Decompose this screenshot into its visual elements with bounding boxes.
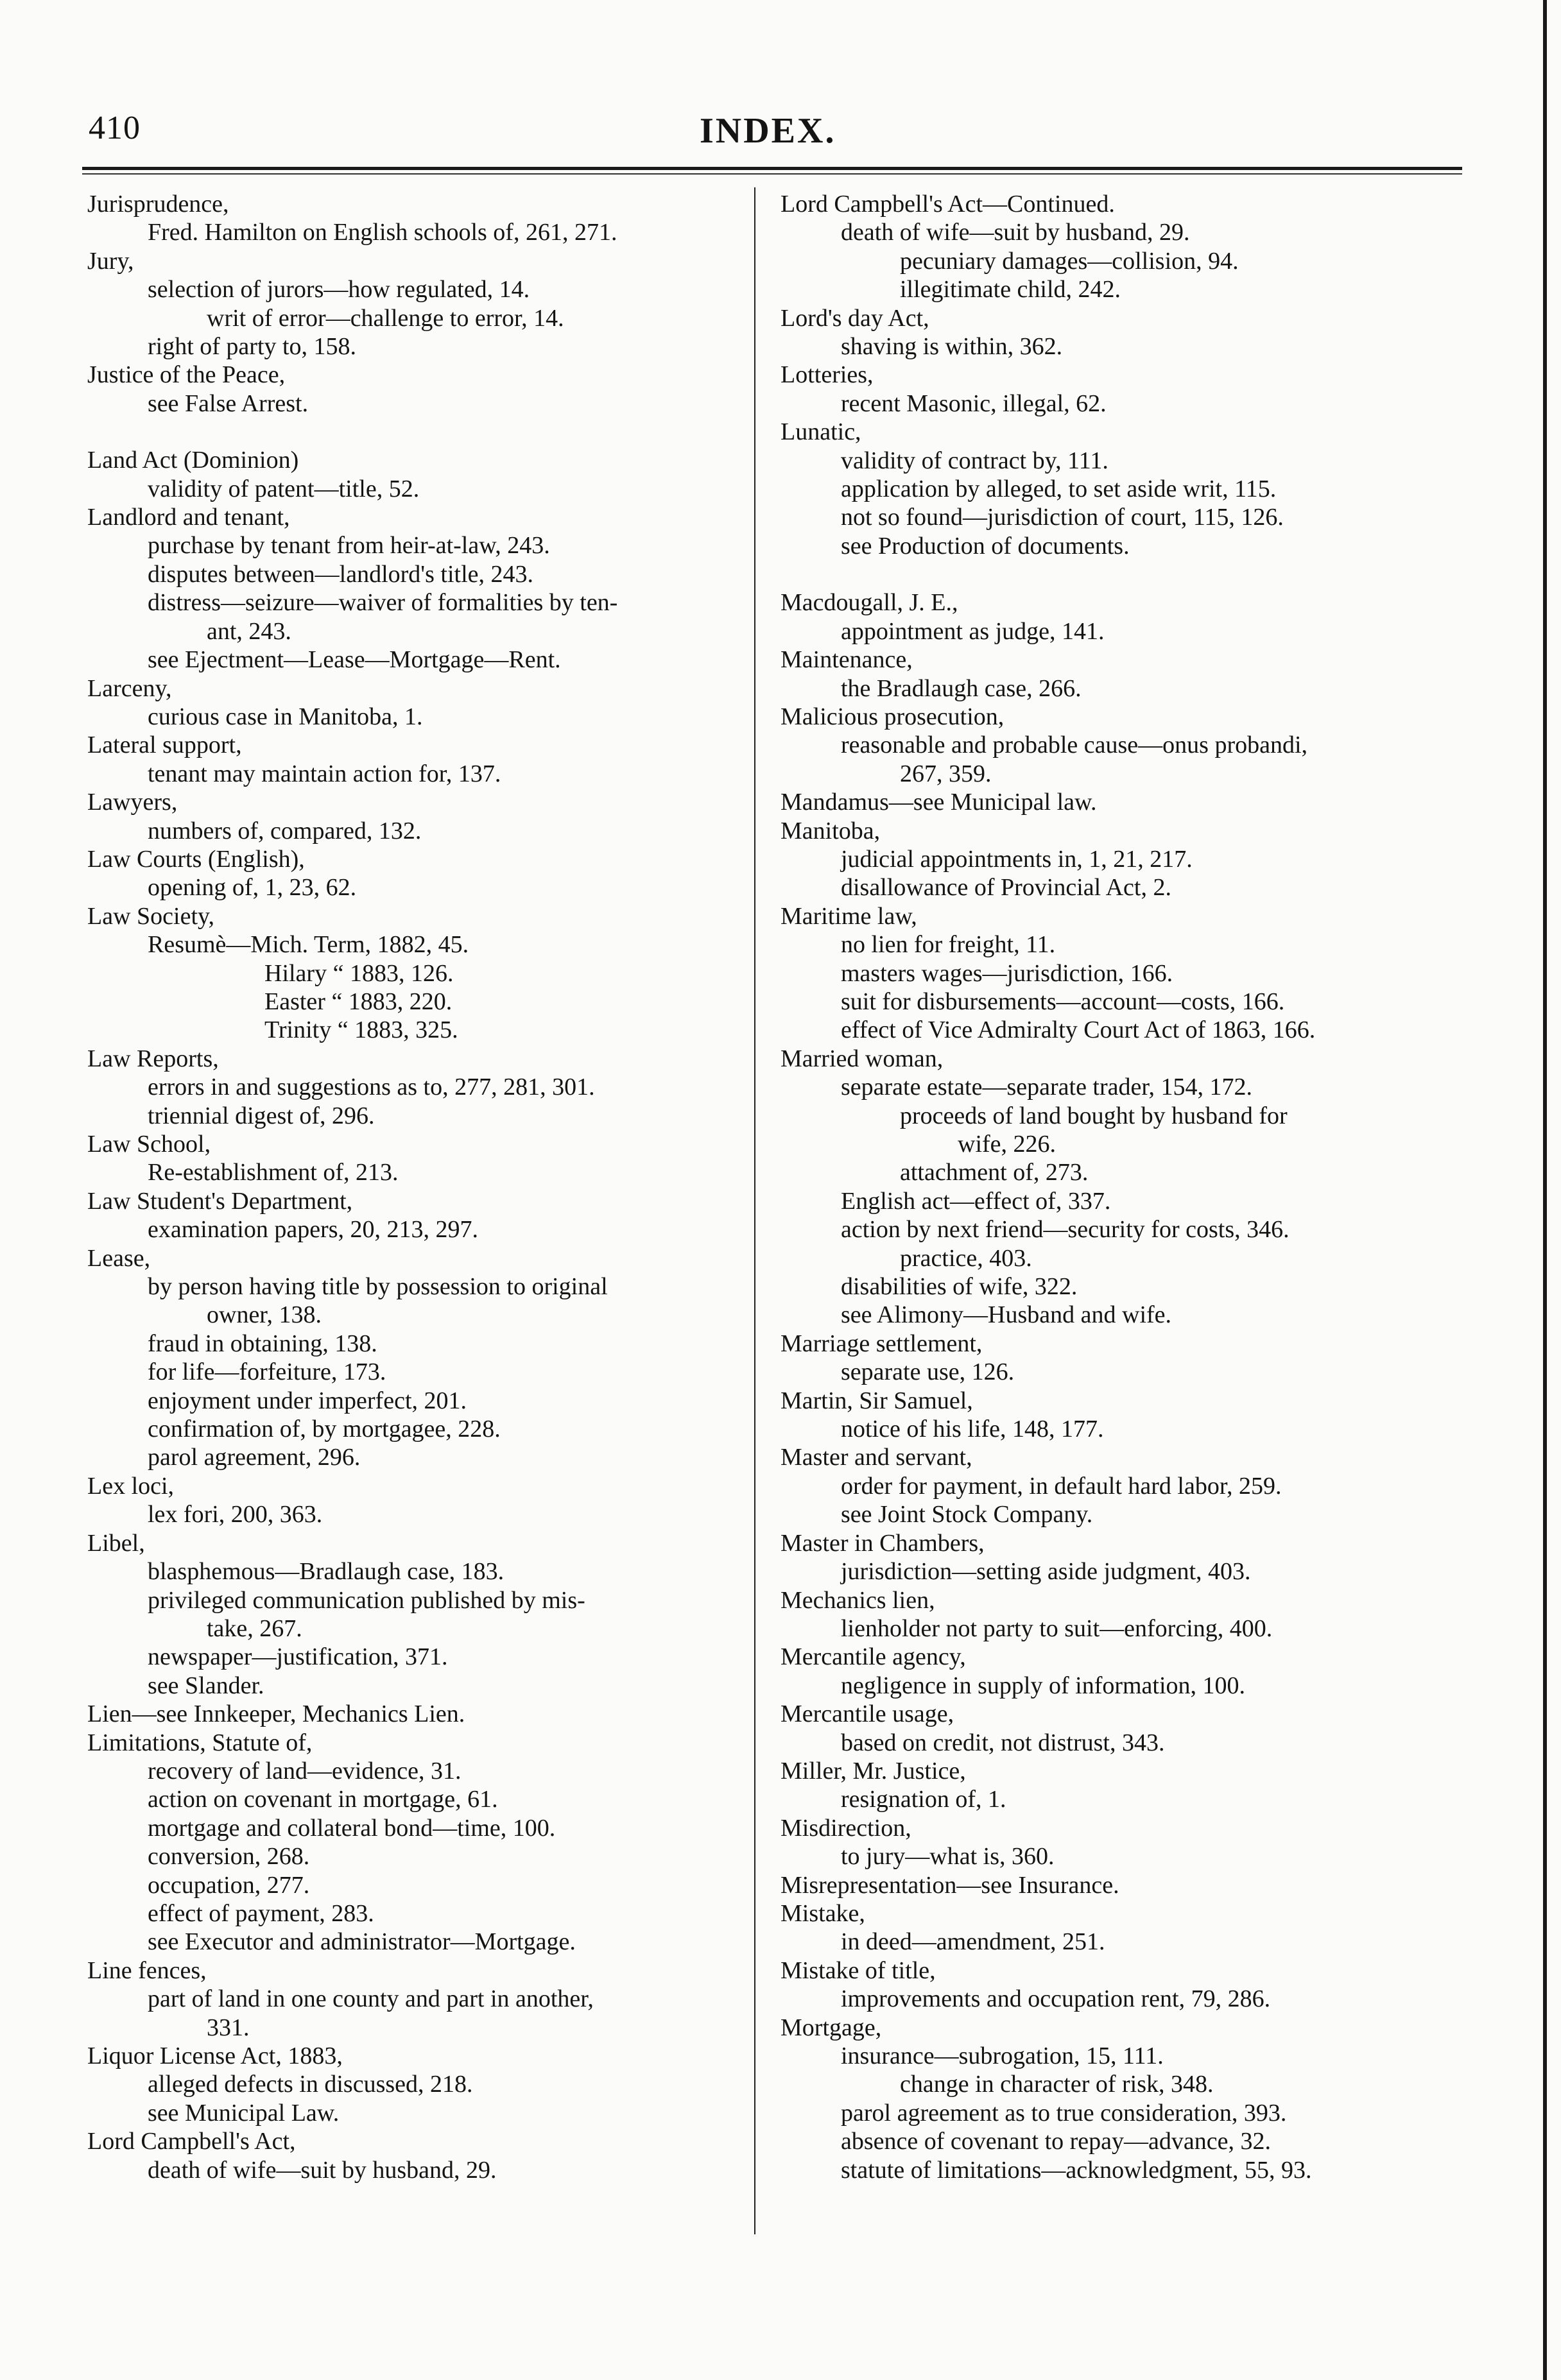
index-heading: Maintenance, bbox=[780, 646, 913, 674]
index-subentry: 267, 359. bbox=[900, 760, 992, 787]
index-subentry: notice of his life, 148, 177. bbox=[841, 1416, 1104, 1443]
index-heading: Lord's day Act, bbox=[780, 304, 929, 332]
index-subentry: blasphemous—Bradlaugh case, 183. bbox=[148, 1558, 505, 1586]
index-subentry: privileged communication published by mis- bbox=[148, 1586, 585, 1614]
index-subentry: confirmation of, by mortgagee, 228. bbox=[148, 1416, 501, 1443]
index-heading: Manitoba, bbox=[780, 817, 881, 844]
index-subentry: see Production of documents. bbox=[841, 532, 1130, 560]
index-heading: Lotteries, bbox=[780, 361, 874, 389]
index-subentry: fraud in obtaining, 138. bbox=[148, 1330, 377, 1357]
index-subentry: tenant may maintain action for, 137. bbox=[148, 760, 501, 787]
index-subentry: enjoyment under imperfect, 201. bbox=[148, 1387, 467, 1414]
index-subentry: right of party to, 158. bbox=[148, 333, 357, 361]
index-subentry: suit for disbursements—account—costs, 166. bbox=[841, 988, 1285, 1015]
index-subentry: change in character of risk, 348. bbox=[900, 2071, 1214, 2098]
index-subentry: effect of payment, 283. bbox=[148, 1899, 374, 1927]
index-subentry: take, 267. bbox=[207, 1614, 302, 1642]
page-number: 410 bbox=[89, 110, 141, 146]
index-subentry: not so found—jurisdiction of court, 115, 126. bbox=[841, 504, 1284, 531]
index-subentry: death of wife—suit by husband, 29. bbox=[841, 219, 1190, 246]
index-subentry: see Joint Stock Company. bbox=[841, 1501, 1093, 1528]
index-subentry: Easter “ 1883, 220. bbox=[264, 988, 453, 1015]
index-subentry: English act—effect of, 337. bbox=[841, 1187, 1111, 1215]
index-heading: Misdirection, bbox=[780, 1814, 911, 1842]
index-heading: Law Reports, bbox=[87, 1045, 219, 1072]
index-subentry: newspaper—justification, 371. bbox=[148, 1643, 448, 1671]
index-subentry: improvements and occupation rent, 79, 286. bbox=[841, 1985, 1271, 2013]
index-subentry: separate use, 126. bbox=[841, 1358, 1015, 1386]
index-heading: Lord Campbell's Act, bbox=[87, 2128, 296, 2155]
index-column-left bbox=[87, 190, 742, 2184]
header-rule bbox=[82, 167, 1462, 170]
index-heading: Jury, bbox=[87, 247, 134, 275]
index-heading: Mercantile usage, bbox=[780, 1700, 954, 1728]
column-divider bbox=[754, 187, 755, 2234]
index-heading: Master and servant, bbox=[780, 1444, 972, 1471]
index-subentry: opening of, 1, 23, 62. bbox=[148, 874, 357, 902]
index-subentry: jurisdiction—setting aside judgment, 403. bbox=[841, 1558, 1251, 1586]
index-subentry: order for payment, in default hard labor, 259. bbox=[841, 1472, 1282, 1500]
index-spacer bbox=[87, 418, 742, 446]
index-subentry: shaving is within, 362. bbox=[841, 333, 1063, 361]
index-subentry: recovery of land—evidence, 31. bbox=[148, 1757, 461, 1785]
index-subentry: disallowance of Provincial Act, 2. bbox=[841, 874, 1171, 902]
index-subentry: mortgage and collateral bond—time, 100. bbox=[148, 1814, 556, 1842]
index-subentry: negligence in supply of information, 100. bbox=[841, 1672, 1246, 1699]
index-subentry: lienholder not party to suit—enforcing, 400. bbox=[841, 1614, 1273, 1642]
index-heading: Mandamus—see Municipal law. bbox=[780, 789, 1097, 816]
index-heading: Mistake, bbox=[780, 1899, 865, 1927]
index-heading: Jurisprudence, bbox=[87, 191, 229, 218]
index-heading: Lawyers, bbox=[87, 789, 178, 816]
index-heading: Lateral support, bbox=[87, 732, 242, 759]
index-heading: Lease, bbox=[87, 1244, 151, 1272]
index-subentry: see Slander. bbox=[148, 1672, 264, 1699]
index-subentry: based on credit, not distrust, 343. bbox=[841, 1729, 1165, 1756]
index-heading: Libel, bbox=[87, 1529, 145, 1557]
index-heading: Law Society, bbox=[87, 902, 215, 930]
index-heading: Landlord and tenant, bbox=[87, 504, 290, 531]
index-subentry: 331. bbox=[207, 2014, 250, 2041]
index-subentry: numbers of, compared, 132. bbox=[148, 817, 422, 844]
index-subentry: pecuniary damages—collision, 94. bbox=[900, 247, 1239, 275]
index-subentry: for life—forfeiture, 173. bbox=[148, 1358, 386, 1386]
index-heading: Mercantile agency, bbox=[780, 1643, 966, 1671]
index-heading: Law Courts (English), bbox=[87, 845, 305, 873]
index-subentry: absence of covenant to repay—advance, 32. bbox=[841, 2128, 1271, 2155]
index-subentry: judicial appointments in, 1, 21, 217. bbox=[841, 845, 1193, 873]
index-subentry: examination papers, 20, 213, 297. bbox=[148, 1216, 479, 1244]
index-subentry: validity of patent—title, 52. bbox=[148, 475, 420, 502]
index-subentry: resignation of, 1. bbox=[841, 1786, 1006, 1813]
index-subentry: no lien for freight, 11. bbox=[841, 931, 1056, 959]
index-subentry: illegitimate child, 242. bbox=[900, 276, 1121, 304]
index-heading: Limitations, Statute of, bbox=[87, 1729, 313, 1756]
index-heading: Lien—see Innkeeper, Mechanics Lien. bbox=[87, 1700, 465, 1728]
index-heading: Lex loci, bbox=[87, 1472, 175, 1500]
index-subentry: attachment of, 273. bbox=[900, 1159, 1089, 1186]
index-subentry: see Municipal Law. bbox=[148, 2099, 340, 2127]
index-subentry: selection of jurors—how regulated, 14. bbox=[148, 276, 530, 304]
index-subentry: see Executor and administrator—Mortgage. bbox=[148, 1928, 576, 1956]
index-subentry: conversion, 268. bbox=[148, 1843, 310, 1871]
index-subentry: Fred. Hamilton on English schools of, 261, 271. bbox=[148, 219, 617, 246]
index-subentry: practice, 403. bbox=[900, 1244, 1032, 1272]
index-subentry: effect of Vice Admiralty Court Act of 1863, 166. bbox=[841, 1016, 1316, 1044]
index-subentry: part of land in one county and part in another, bbox=[148, 1985, 594, 2013]
index-subentry: triennial digest of, 296. bbox=[148, 1102, 375, 1129]
index-subentry: lex fori, 200, 363. bbox=[148, 1501, 323, 1528]
index-subentry: see Ejectment—Lease—Mortgage—Rent. bbox=[148, 646, 561, 674]
index-subentry: action by next friend—security for costs, 346. bbox=[841, 1216, 1289, 1244]
index-subentry: see False Arrest. bbox=[148, 390, 309, 417]
index-heading: Mortgage, bbox=[780, 2014, 882, 2041]
page-edge-line bbox=[1543, 0, 1547, 2380]
index-heading: Maritime law, bbox=[780, 902, 917, 930]
index-subentry: Trinity “ 1883, 325. bbox=[264, 1016, 458, 1044]
index-subentry: occupation, 277. bbox=[148, 1871, 310, 1899]
index-subentry: death of wife—suit by husband, 29. bbox=[148, 2156, 497, 2184]
index-heading: Lord Campbell's Act—Continued. bbox=[780, 191, 1115, 218]
index-subentry: parol agreement as to true consideration, 393. bbox=[841, 2099, 1287, 2127]
index-subentry: to jury—what is, 360. bbox=[841, 1843, 1055, 1871]
index-subentry: see Alimony—Husband and wife. bbox=[841, 1301, 1172, 1329]
index-heading: Marriage settlement, bbox=[780, 1330, 983, 1357]
header-rule-thin bbox=[82, 173, 1462, 175]
index-spacer bbox=[780, 560, 1461, 588]
index-heading: Law Student's Department, bbox=[87, 1187, 353, 1215]
index-subentry: appointment as judge, 141. bbox=[841, 617, 1105, 645]
index-subentry: statute of limitations—acknowledgment, 55, 93. bbox=[841, 2156, 1312, 2184]
index-subentry: ant, 243. bbox=[207, 617, 291, 645]
index-subentry: Re-establishment of, 213. bbox=[148, 1159, 399, 1186]
index-heading: Law School, bbox=[87, 1131, 211, 1158]
index-subentry: curious case in Manitoba, 1. bbox=[148, 703, 423, 730]
index-subentry: masters wages—jurisdiction, 166. bbox=[841, 959, 1173, 987]
index-subentry: parol agreement, 296. bbox=[148, 1444, 361, 1471]
index-heading: Land Act (Dominion) bbox=[87, 447, 299, 474]
index-subentry: insurance—subrogation, 15, 111. bbox=[841, 2042, 1164, 2069]
index-subentry: separate estate—separate trader, 154, 172. bbox=[841, 1074, 1253, 1101]
index-heading: Master in Chambers, bbox=[780, 1529, 985, 1557]
index-subentry: alleged defects in discussed, 218. bbox=[148, 2071, 473, 2098]
index-heading: Martin, Sir Samuel, bbox=[780, 1387, 973, 1414]
index-heading: Misrepresentation—see Insurance. bbox=[780, 1871, 1119, 1899]
index-subentry: purchase by tenant from heir-at-law, 243. bbox=[148, 532, 550, 560]
index-subentry: writ of error—challenge to error, 14. bbox=[207, 304, 564, 332]
index-subentry: the Bradlaugh case, 266. bbox=[841, 674, 1082, 702]
index-subentry: owner, 138. bbox=[207, 1301, 322, 1329]
index-subentry: disputes between—landlord's title, 243. bbox=[148, 560, 534, 588]
index-heading: Macdougall, J. E., bbox=[780, 589, 958, 617]
index-subentry: distress—seizure—waiver of formalities by ten- bbox=[148, 589, 618, 617]
index-subentry: application by alleged, to set aside writ, 115. bbox=[841, 475, 1277, 503]
index-heading: Mistake of title, bbox=[780, 1956, 936, 1984]
page-title: INDEX. bbox=[700, 111, 836, 151]
index-subentry: proceeds of land bought by husband for bbox=[900, 1102, 1288, 1129]
index-heading: Malicious prosecution, bbox=[780, 703, 1005, 730]
index-subentry: wife, 226. bbox=[958, 1131, 1056, 1158]
index-heading: Mechanics lien, bbox=[780, 1586, 935, 1614]
index-heading: Liquor License Act, 1883, bbox=[87, 2042, 343, 2069]
index-heading: Miller, Mr. Justice, bbox=[780, 1757, 966, 1785]
index-subentry: errors in and suggestions as to, 277, 281, 301. bbox=[148, 1074, 595, 1101]
index-column-right bbox=[780, 190, 1461, 2184]
index-subentry: Resumè—Mich. Term, 1882, 45. bbox=[148, 931, 469, 959]
index-heading: Married woman, bbox=[780, 1045, 944, 1072]
index-subentry: reasonable and probable cause—onus probandi, bbox=[841, 732, 1308, 759]
index-heading: Larceny, bbox=[87, 674, 172, 702]
index-heading: Lunatic, bbox=[780, 418, 861, 446]
index-heading: Justice of the Peace, bbox=[87, 361, 286, 389]
index-subentry: disabilities of wife, 322. bbox=[841, 1273, 1078, 1301]
index-subentry: in deed—amendment, 251. bbox=[841, 1928, 1105, 1956]
index-heading: Line fences, bbox=[87, 1956, 207, 1984]
index-subentry: validity of contract by, 111. bbox=[841, 447, 1108, 474]
index-subentry: action on covenant in mortgage, 61. bbox=[148, 1786, 498, 1813]
index-subentry: recent Masonic, illegal, 62. bbox=[841, 390, 1107, 417]
index-subentry: by person having title by possession to original bbox=[148, 1273, 608, 1301]
index-subentry: Hilary “ 1883, 126. bbox=[264, 959, 454, 987]
